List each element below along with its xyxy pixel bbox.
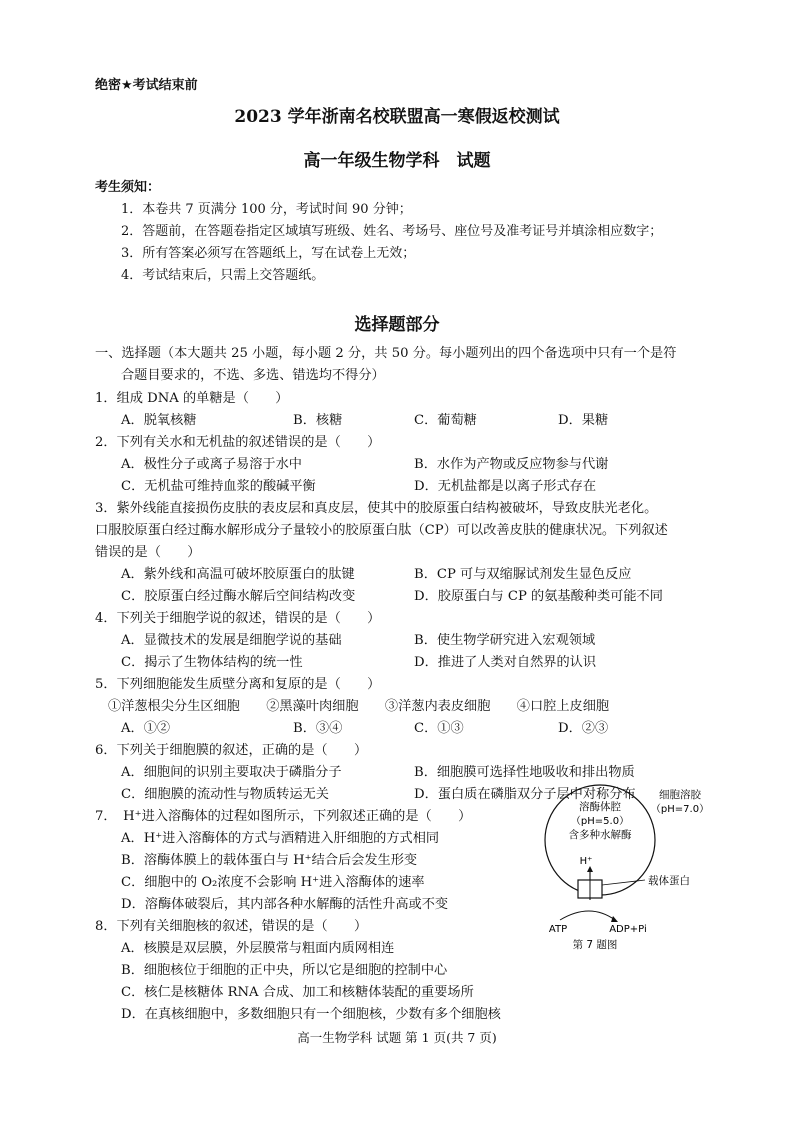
q8-option-a: A．核膜是双层膜，外层膜常与粗面内质网相连 [121,941,395,956]
notice-item: 4．考试结束后，只需上交答题纸。 [121,268,325,283]
secret-label: 绝密★考试结束前 [95,78,198,93]
q8-option-c: C．核仁是核糖体 RNA 合成、加工和核糖体装配的重要场所 [121,985,474,1000]
q4-option-b: B．使生物学研究进入宏观领域 [414,633,596,648]
q1-option-d: D．果糖 [558,413,609,428]
lumen-label: 溶酶体腔 [579,801,621,813]
q8-option-d: D．在真核细胞中，多数细胞只有一个细胞核，少数有多个细胞核 [121,1007,501,1022]
q6-option-c: C．细胞膜的流动性与物质转运无关 [121,787,329,802]
cytosol-ph-label: （pH=7.0） [650,804,710,815]
q5-option-c: C．①③ [414,721,464,736]
question-4-stem: 4．下列关于细胞学说的叙述，错误的是（ ） [95,611,381,626]
question-7-stem: 7． H⁺进入溶酶体的过程如图所示，下列叙述正确的是（ ） [95,809,472,824]
figure-caption: 第 7 题图 [572,939,618,950]
adp-label: ADP+Pi [609,924,647,935]
q3-option-b: B．CP 可与双缩脲试剂发生显色反应 [414,567,632,582]
q2-option-a: A．极性分子或离子易溶于水中 [121,457,302,472]
instruction-line: 一、选择题（本大题共 25 小题，每小题 2 分，共 50 分。每小题列出的四个备选项中只有一个是符 [95,346,677,361]
notice-item: 2．答题前，在答题卷指定区域填写班级、姓名、考场号、座位号及准考证号并填涂相应数字； [121,224,663,239]
question-3-stem: 错误的是（ ） [95,545,201,560]
notice-heading: 考生须知： [95,180,161,195]
exam-subtitle: 高一年级生物学科 试题 [303,151,491,171]
atp-hydrolysis-arrow [560,911,615,920]
lumen-ph-label: （pH=5.0） [570,816,630,827]
hplus-label: H⁺ [579,856,593,867]
q6-option-b: B．细胞膜可选择性地吸收和排出物质 [414,765,635,780]
question-6-stem: 6．下列关于细胞膜的叙述，正确的是（ ） [95,743,368,758]
q7-option-b: B．溶酶体膜上的载体蛋白与 H⁺结合后会发生形变 [121,853,418,868]
q7-option-d: D．溶酶体破裂后，其内部各种水解酶的活性升高或不变 [121,897,449,912]
q1-option-b: B．核糖 [293,413,343,428]
notice-item: 3．所有答案必须写在答题纸上，写在试卷上无效； [121,246,416,261]
question-3-stem: 3．紫外线能直接损伤皮肤的表皮层和真皮层，使其中的胶原蛋白结构被破坏，导致皮肤光老化。 [95,501,658,516]
page-footer: 高一生物学科 试题 第 1 页(共 7 页) [297,1030,497,1045]
q4-option-d: D．推进了人类对自然界的认识 [414,655,597,670]
notice-item: 1．本卷共 7 页满分 100 分，考试时间 90 分钟； [121,202,412,217]
q4-option-a: A．显微技术的发展是细胞学说的基础 [121,633,342,648]
q1-option-c: C．葡萄糖 [414,413,477,428]
section-title: 选择题部分 [354,315,440,335]
q2-option-c: C．无机盐可维持血浆的酸碱平衡 [121,479,316,494]
q3-option-c: C．胶原蛋白经过酶水解后空间结构改变 [121,589,356,604]
q7-option-c: C．细胞中的 O₂浓度不会影响 H⁺进入溶酶体的速率 [121,875,425,890]
q2-option-b: B．水作为产物或反应物参与代谢 [414,457,609,472]
q5-option-b: B．③④ [293,721,343,736]
exam-title: 2023 学年浙南名校联盟高一寒假返校测试 [234,107,560,127]
q8-option-b: B．细胞核位于细胞的正中央，所以它是细胞的控制中心 [121,963,448,978]
carrier-pointer [602,880,645,885]
cytosol-label: 细胞溶胶 [659,789,701,801]
q1-option-a: A．脱氧核糖 [121,413,197,428]
question-1-stem: 1．组成 DNA 的单糖是（ ） [95,391,289,406]
question-5-stem: 5．下列细胞能发生质壁分离和复原的是（ ） [95,677,381,692]
q5-items: ①洋葱根尖分生区细胞 ②黑藻叶肉细胞 ③洋葱内表皮细胞 ④口腔上皮细胞 [108,699,610,714]
carrier-label: 载体蛋白 [648,875,690,887]
q5-option-a: A．①② [121,721,171,736]
atp-label: ATP [548,924,568,935]
q2-option-d: D．无机盐都是以离子形式存在 [414,479,597,494]
q6-option-a: A．细胞间的识别主要取决于磷脂分子 [121,765,342,780]
q3-option-d: D．胶原蛋白与 CP 的氨基酸种类可能不同 [414,589,663,604]
question-2-stem: 2．下列有关水和无机盐的叙述错误的是（ ） [95,435,381,450]
q4-option-c: C．揭示了生物体结构的统一性 [121,655,303,670]
q5-option-d: D．②③ [558,721,609,736]
q3-option-a: A．紫外线和高温可破坏胶原蛋白的肽键 [121,567,355,582]
lumen-enzyme-label: 含多种水解酶 [568,829,632,841]
q6-option-d: D．蛋白质在磷脂双分子层中对称分布 [414,787,636,802]
lysosome-diagram [540,780,740,950]
arrow-head-icon [611,916,618,922]
instruction-line: 合题目要求的，不选、多选、错选均不得分） [121,368,385,383]
q7-option-a: A．H⁺进入溶酶体的方式与酒精进入肝细胞的方式相同 [121,831,440,846]
question-8-stem: 8．下列有关细胞核的叙述，错误的是（ ） [95,919,368,934]
question-3-stem: 口服胶原蛋白经过酶水解形成分子量较小的胶原蛋白肽（CP）可以改善皮肤的健康状况。下列叙述 [95,523,668,538]
